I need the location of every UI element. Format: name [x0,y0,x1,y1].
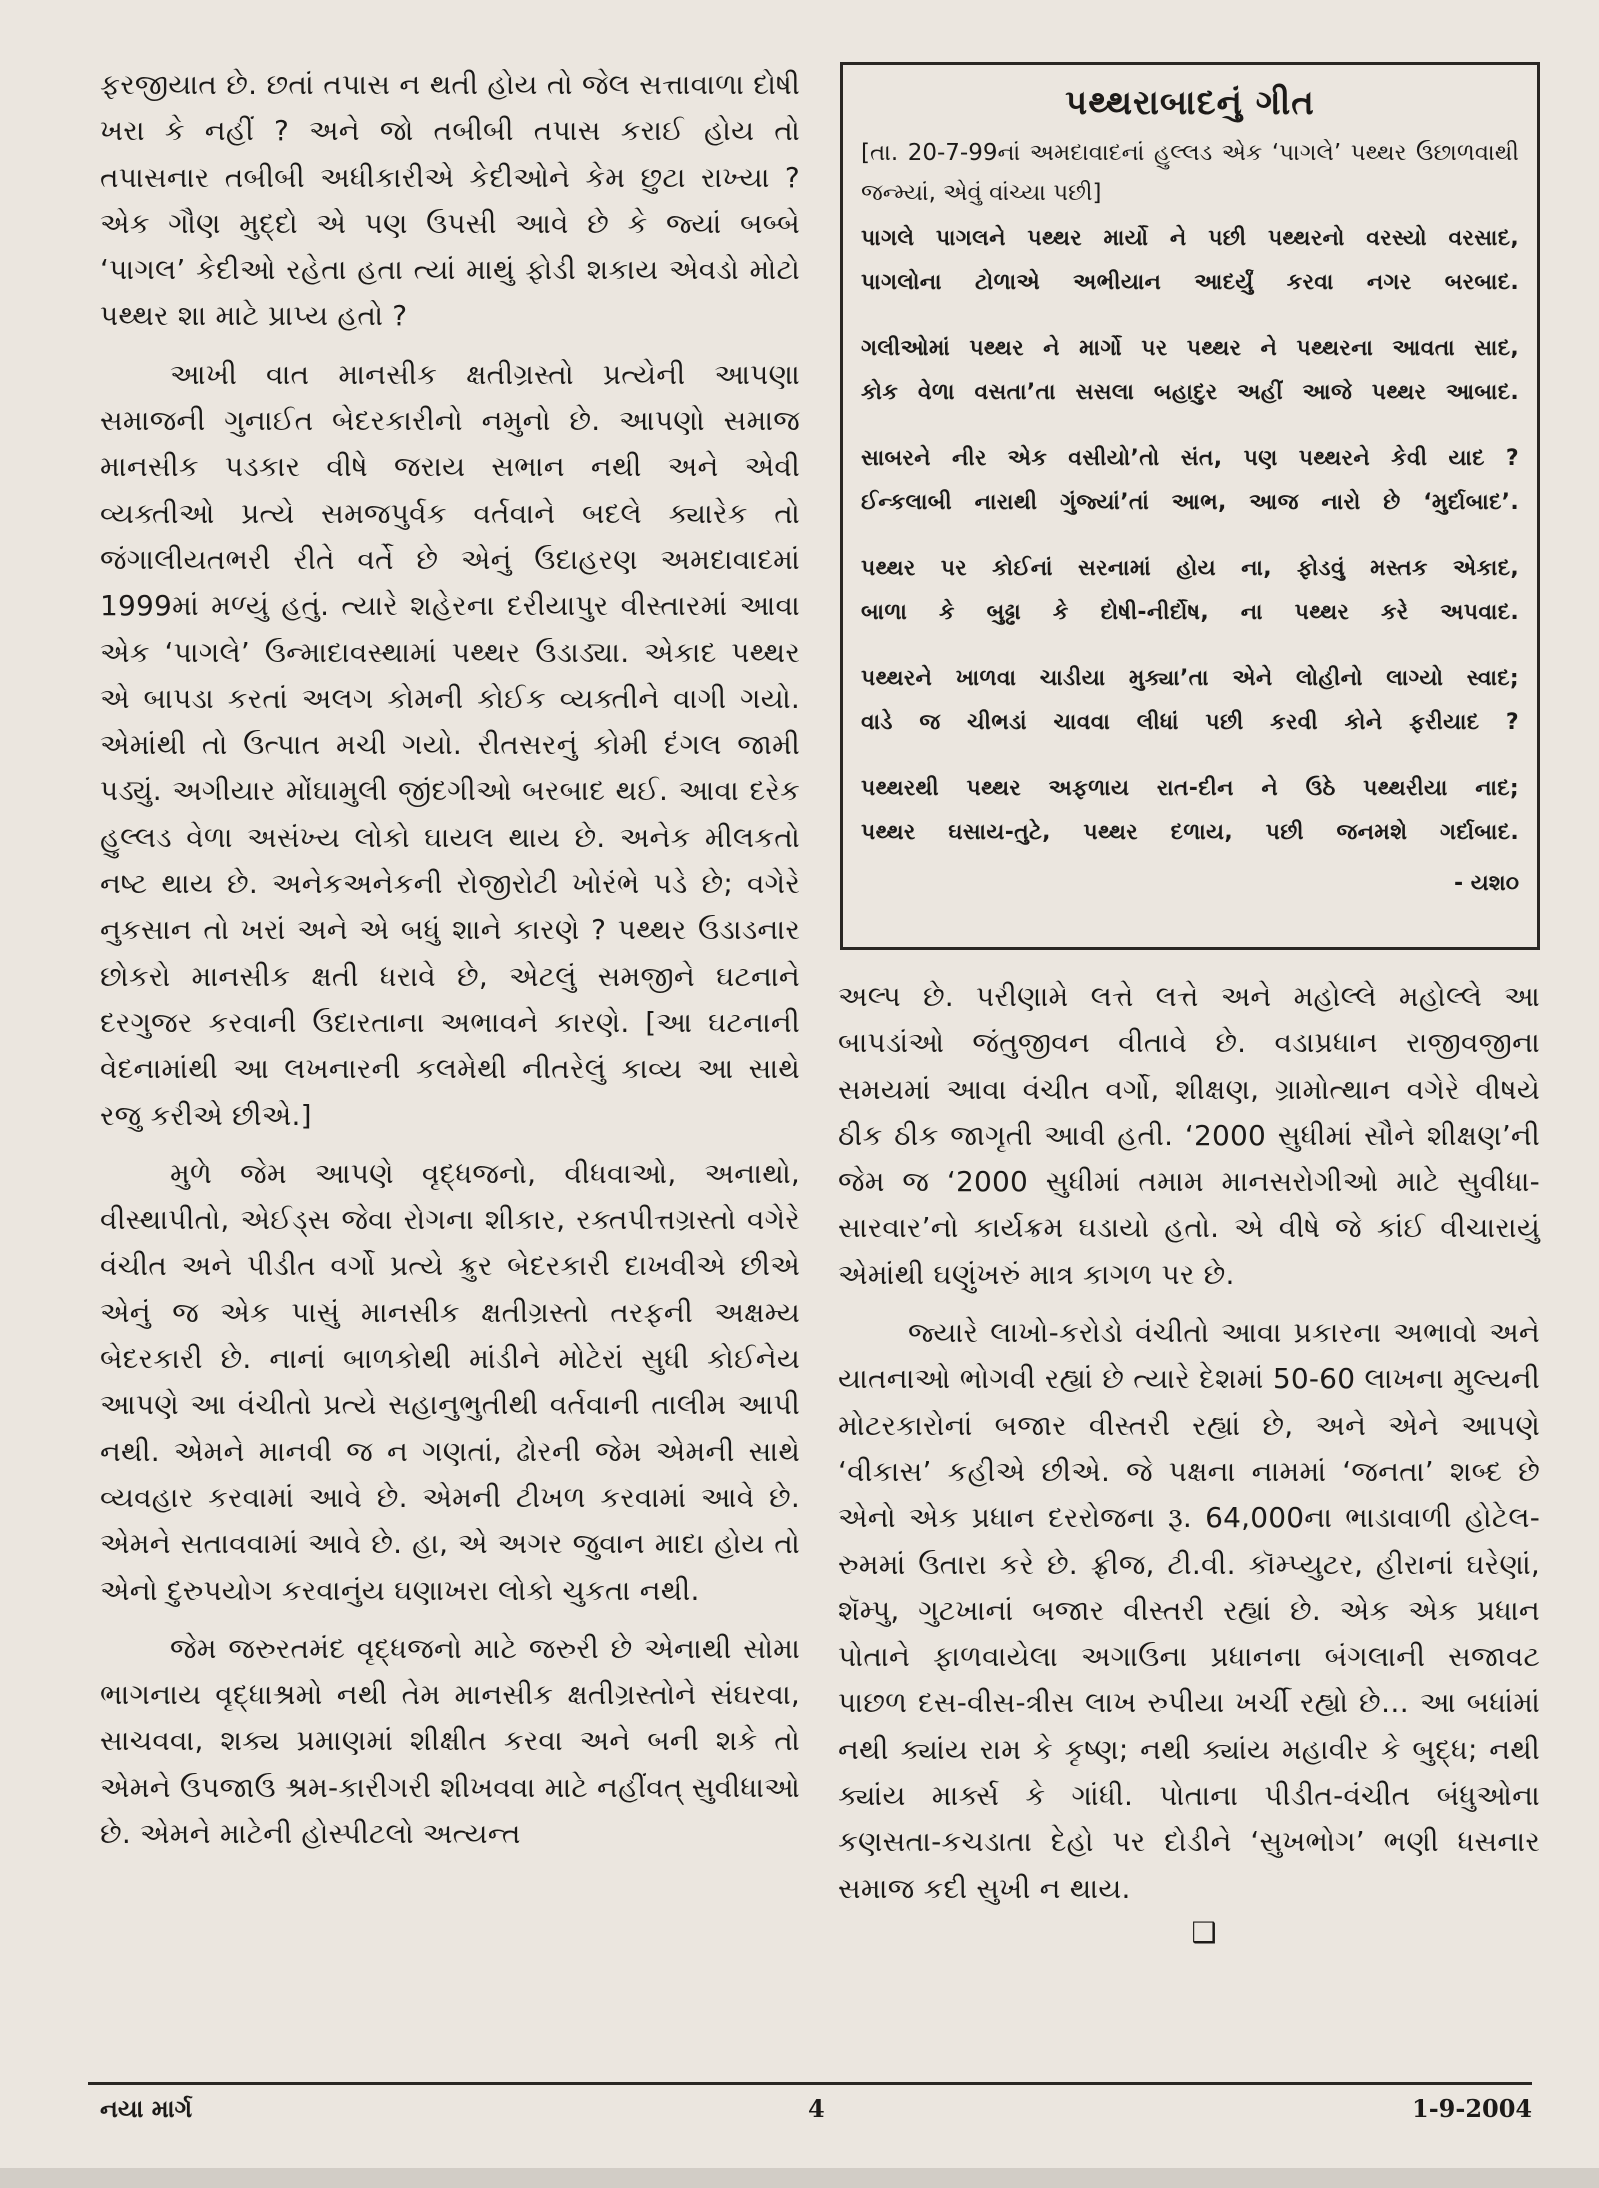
issue-date: 1-9-2004 [1412,2094,1533,2123]
page-edge [0,2168,1599,2188]
poem-line: પથ્થર પર કોઈનાં સરનામાં હોય ના, ફોડવું મસ્તક એકાદ, [861,556,1519,581]
poem-stanza-4 [861,547,1519,635]
right-paragraph-2: જ્યારે લાખો-કરોડો વંચીતો આવા પ્રકારના અભાવો અને યાતનાઓ ભોગવી રહ્યાં છે ત્યારે દેશમાં 50-60 લાખના મુલ્યની મોટરકારોનાં બજાર વીસ્તરી રહ્યાં છે, અને એને આપણે ‘વીકાસ’ કહીએ છીએ. જે પક્ષના નામમાં ‘જનતા’ શબ્દ છે એનો એક પ્રધાન દરરોજના રૂ. 64,000ના ભાડાવાળી હોટેલ-રુમમાં ઉતારા કરે છે. ફ્રીજ, ટી.વી. કૉમ્પ્યુટર, હીરાનાં ઘરેણાં, શૅમ્પુ, ગુટખાનાં બજાર વીસ્તરી રહ્યાં છે. એક એક પ્રધાન પોતાને ફાળવાયેલા અગાઉના પ્રધાનના બંગલાની સજાવટ પાછળ દસ-વીસ-ત્રીસ લાખ રુપીયા ખર્ચી રહ્યો છે… આ બધાંમાં નથી ક્યાંય રામ કે કૃષ્ણ; નથી ક્યાંય મહાવીર કે બુદ્ધ; નથી ક્યાંય માર્ક્સ કે ગાંધી. પોતાના પીડીત-વંચીત બંધુઓના કણસતા-કચડાતા દેહો પર દોડીને ‘સુખભોગ’ ભણી ધસનાર સમાજ કદી સુખી ન થાય. [838,1316,1540,1905]
poem-line: ઈન્કલાબી નારાથી ગુંજ્યાં’તાં આભ, આજ નારો છે ‘મુર્દાબાદ’. [861,490,1519,515]
poem-line: પાગલોના ટોળાએ અભીયાન આદર્યું કરવા નગર બરબાદ. [861,270,1519,295]
publication-name: નયા માર્ગ [100,2094,193,2123]
left-column [100,62,800,1857]
left-paragraph-1: ફરજીયાત છે. છતાં તપાસ ન થતી હોય તો જેલ સત્તાવાળા દોષી ખરા કે નહીં ? અને જો તબીબી તપાસ કરાઈ હોય તો તપાસનાર તબીબી અધીકારીએ કેદીઓને કેમ છુટા રાખ્યા ? એક ગૌણ મુદ્દો એ પણ ઉપસી આવે છે કે જ્યાં બબ્બે ‘પાગલ’ કેદીઓ રહેતા હતા ત્યાં માથું ફોડી શકાય એવડો મોટો પથ્થર શા માટે પ્રાપ્ય હતો ? [100,68,800,333]
right-text [838,974,1540,1949]
end-of-article-mark: ❑ [1191,1915,1217,1949]
poem-line: ગલીઓમાં પથ્થર ને માર્ગો પર પથ્થર ને પથ્થરના આવતા સાદ, [861,336,1519,361]
poem-line: પથ્થરને ખાળવા ચાડીયા મુક્યા’તા એને લોહીનો લાગ્યો સ્વાદ; [861,666,1519,691]
poem-line: પાગલે પાગલને પથ્થર માર્યો ને પછી પથ્થરનો વરસ્યો વરસાદ, [861,226,1519,251]
poem-line: વાડે જ ચીભડાં ચાવવા લીધાં પછી કરવી કોને ફરીયાદ ? [861,710,1519,735]
right-paragraph-1: અલ્પ છે. પરીણામે લત્તે લત્તે અને મહોલ્લે મહોલ્લે આ બાપડાંઓ જંતુજીવન વીતાવે છે. વડાપ્રધાન રાજીવજીના સમયમાં આવા વંચીત વર્ગો, શીક્ષણ, ગ્રામોત્થાન વગેરે વીષયે ઠીક ઠીક જાગૃતી આવી હતી. ‘2000 સુધીમાં સૌને શીક્ષણ’ની જેમ જ ‘2000 સુધીમાં તમામ માનસરોગીઓ માટે સુવીધા-સારવાર’નો કાર્યક્રમ ઘડાયો હતો. એ વીષે જે કાંઈ વીચારાયું એમાંથી ઘણુંખરું માત્ર કાગળ પર છે. [838,980,1540,1291]
poem-title: પથ્થરાબાદનું ગીત [1065,83,1315,123]
poem-stanza-6 [861,767,1519,855]
poem-stanza-2 [861,327,1519,415]
poem-line: પથ્થરથી પથ્થર અફળાય રાત-દીન ને ઉઠે પથ્થરીયા નાદ; [861,776,1519,801]
page-number: 4 [808,2094,825,2123]
left-paragraph-4: જેમ જરુરતમંદ વૃદ્ધજનો માટે જરુરી છે એનાથી સોમા ભાગનાય વૃદ્ધાશ્રમો નથી તેમ માનસીક ક્ષતીગ્રસ્તોને સંઘરવા, સાચવવા, શક્ય પ્રમાણમાં શીક્ષીત કરવા અને બની શકે તો એમને ઉપજાઉ શ્રમ-કારીગરી શીખવવા માટે નહીંવત્ સુવીધાઓ છે. એમને માટેની હોસ્પીટલો અત્યન્ત [100,1631,800,1850]
right-column [838,62,1540,1949]
footer-divider [88,2082,1532,2085]
poem-note: [તા. 20-7-99નાં અમદાવાદનાં હુલ્લડ એક ‘પાગલે’ પથ્થર ઉછાળવાથી જન્મ્યાં, એવું વાંચ્યા પછી] [861,140,1519,206]
poem-line: પથ્થર ઘસાય-તુટે, પથ્થર દળાય, પછી જનમશે ગર્દાબાદ. [861,820,1519,845]
poem-stanza-1 [861,217,1519,305]
poem-stanza-5 [861,657,1519,745]
left-paragraph-3: મુળે જેમ આપણે વૃદ્ધજનો, વીધવાઓ, અનાથો, વીસ્થાપીતો, એઈડ્સ જેવા રોગના શીકાર, રક્તપીત્તગ્રસ્તો વગેરે વંચીત અને પીડીત વર્ગો પ્રત્યે ક્રુર બેદરકારી દાખવીએ છીએ એનું જ એક પાસું માનસીક ક્ષતીગ્રસ્તો તરફની અક્ષમ્ય બેદરકારી છે. નાનાં બાળકોથી માંડીને મોટેરાં સુધી કોઈનેય આપણે આ વંચીતો પ્રત્યે સહાનુભુતીથી વર્તવાની તાલીમ આપી નથી. એમને માનવી જ ન ગણતાં, ઢોરની જેમ એમની સાથે વ્યવહાર કરવામાં આવે છે. એમની ટીખળ કરવામાં આવે છે. એમને સતાવવામાં આવે છે. હા, એ અગર જુવાન માદા હોય તો એનો દુરુપયોગ કરવાનુંય ઘણાખરા લોકો ચુકતા નથી. [100,1156,800,1607]
left-paragraph-2: આખી વાત માનસીક ક્ષતીગ્રસ્તો પ્રત્યેની આપણા સમાજની ગુનાઈત બેદરકારીનો નમુનો છે. આપણો સમાજ માનસીક પડકાર વીષે જરાય સભાન નથી અને એવી વ્યક્તીઓ પ્રત્યે સમજપુર્વક વર્તવાને બદલે ક્યારેક તો જંગાલીયતભરી રીતે વર્તે છે એનું ઉદાહરણ અમદાવાદમાં 1999માં મળ્યું હતું. ત્યારે શહેરના દરીયાપુર વીસ્તારમાં આવા એક ‘પાગલે’ ઉન્માદાવસ્થામાં પથ્થર ઉડાડ્યા. એકાદ પથ્થર એ બાપડા કરતાં અલગ કોમની કોઈક વ્યક્તીને વાગી ગયો. એમાંથી તો ઉત્પાત મચી ગયો. રીતસરનું કોમી દંગલ જામી પડ્યું. અગીયાર મોંઘામુલી જીંદગીઓ બરબાદ થઈ. આવા દરેક હુલ્લડ વેળા અસંખ્ય લોકો ઘાયલ થાય છે. અનેક મીલકતો નષ્ટ થાય છે. અનેકઅનેકની રોજીરોટી ખોરંભે પડે છે; વગેરે નુકસાન તો ખરાં અને એ બધું શાને કારણે ? પથ્થર ઉડાડનાર છોકરો માનસીક ક્ષતી ધરાવે છે, એટલું સમજીને ઘટનાને દરગુજર કરવાની ઉદારતાના અભાવને કારણે. [આ ઘટનાની વેદનામાંથી આ લખનારની કલમેથી નીતરેલું કાવ્ય આ સાથે રજુ કરીએ છીએ.] [100,357,800,1132]
poem-author: - યશ૦ [1453,871,1519,896]
poem-stanza-3 [861,437,1519,525]
poem-line: કોક વેળા વસતા’તા સસલા બહાદુર અહીં આજે પથ્થર આબાદ. [861,380,1519,405]
poem-line: બાળા કે બુઢ્ઢા કે દોષી-નીર્દોષ, ના પથ્થર કરે અપવાદ. [861,600,1519,625]
poem-box [840,62,1540,950]
poem-line: સાબરને નીર એક વસીયો’તો સંત, પણ પથ્થરને કેવી યાદ ? [861,446,1519,471]
